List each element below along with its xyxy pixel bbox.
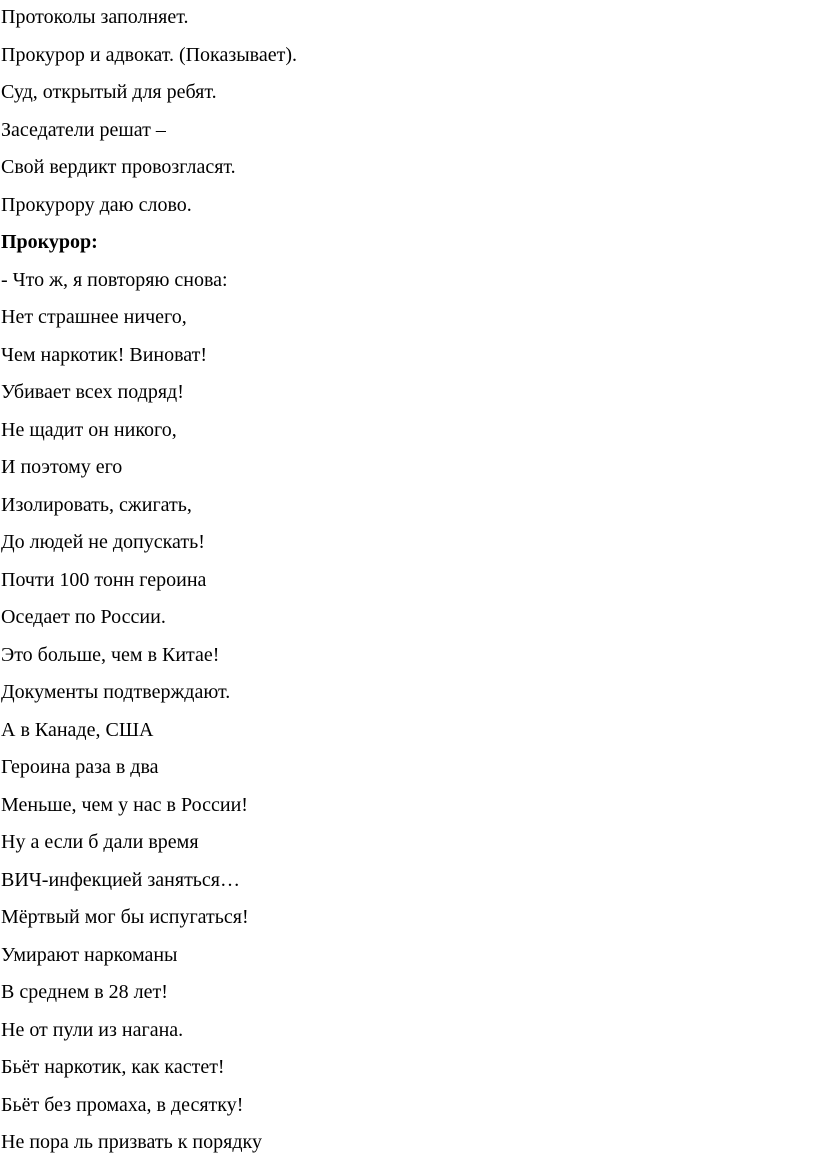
text-line: Прокурору даю слово. bbox=[1, 193, 192, 216]
text-line: Бьёт наркотик, как кастет! bbox=[1, 1056, 225, 1078]
text-line: Почти 100 тонн героина bbox=[1, 568, 207, 591]
text-line: Протоколы заполняет. bbox=[1, 6, 189, 28]
text-line: Героина раза в два bbox=[1, 756, 159, 778]
text-line: Документы подтверждают. bbox=[1, 681, 231, 703]
text-line: Мёртвый мог бы испугаться! bbox=[1, 906, 249, 928]
text-line: Ну а если б дали время bbox=[1, 831, 199, 853]
text-line: Чем наркотик! Виноват! bbox=[1, 343, 208, 366]
text-line: Изолировать, сжигать, bbox=[1, 493, 192, 516]
text-line: Не от пули из нагана. bbox=[1, 1018, 184, 1041]
text-line: Нет страшнее ничего, bbox=[1, 306, 187, 328]
text-line: ВИЧ-инфекцией заняться… bbox=[1, 868, 241, 891]
text-line: Это больше, чем в Китае! bbox=[1, 643, 220, 666]
speaker-heading: Прокурор: bbox=[1, 231, 98, 253]
text-line: Бьёт без промаха, в десятку! bbox=[1, 1093, 244, 1116]
text-line: Не щадит он никого, bbox=[1, 418, 177, 441]
text-line: Оседает по России. bbox=[1, 606, 166, 628]
text-line: - Что ж, я повторяю снова: bbox=[1, 268, 228, 291]
text-line: А в Канаде, США bbox=[1, 718, 154, 741]
text-line: Заседатели решат – bbox=[1, 118, 166, 141]
text-line: Не пора ль призвать к порядку bbox=[1, 1131, 262, 1153]
text-line: Умирают наркоманы bbox=[1, 943, 178, 966]
text-line: Суд, открытый для ребят. bbox=[1, 81, 217, 103]
text-line: Меньше, чем у нас в России! bbox=[1, 793, 248, 816]
poem-text bbox=[1, 0, 297, 1162]
text-line: Убивает всех подряд! bbox=[1, 381, 184, 403]
text-line: В среднем в 28 лет! bbox=[1, 981, 168, 1003]
text-line: До людей не допускать! bbox=[1, 531, 205, 553]
text-line: Прокурор и адвокат. (Показывает). bbox=[1, 43, 298, 66]
text-line: Свой вердикт провозгласят. bbox=[1, 156, 236, 178]
text-line: И поэтому его bbox=[1, 456, 123, 478]
